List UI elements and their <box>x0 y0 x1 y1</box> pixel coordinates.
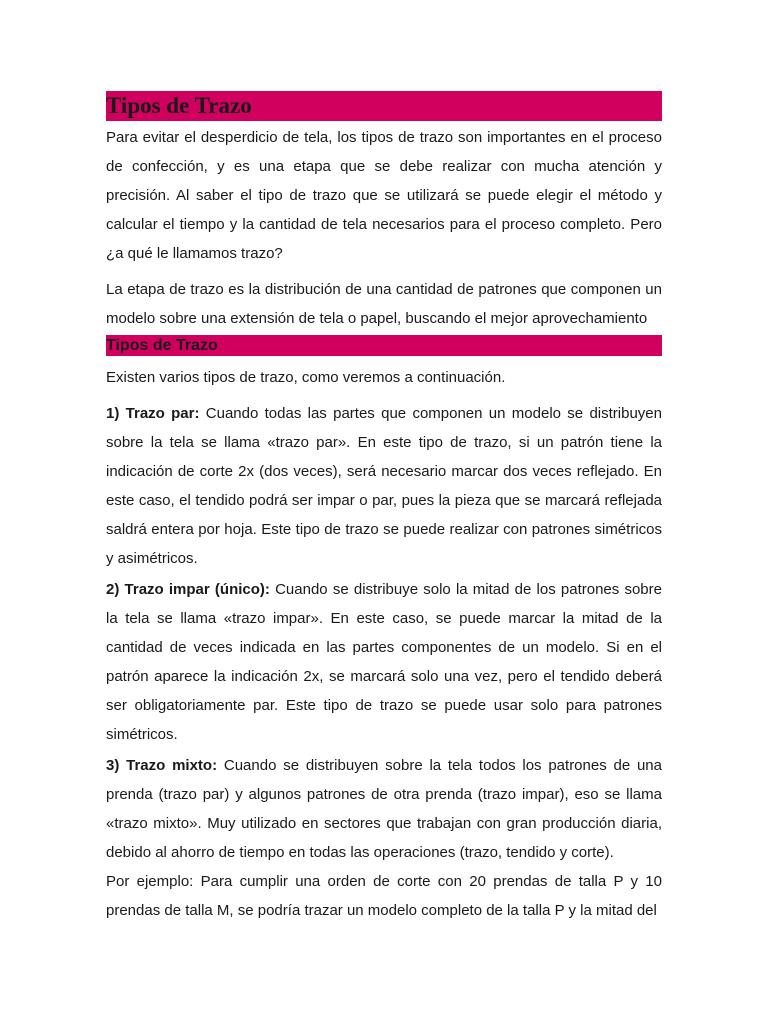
item-text: Cuando se distribuye solo la mitad de los patrones sobre la tela se llama «trazo impar». En este caso, se puede marcar la mitad de la cantidad de veces indicada en las partes componentes de un modelo. Si en el patrón aparece la indicación 2x, se marcará solo una vez, pero el tendido deberá ser obligatoriamente par. Este tipo de trazo se puede usar solo para patrones simétricos. <box>106 581 662 743</box>
item-lead: 3) Trazo mixto: <box>106 757 218 774</box>
intro-paragraph-1: Para evitar el desperdicio de tela, los tipos de trazo son importantes en el proceso de confección, y es una etapa que se debe realizar con mucha atención y precisión. Al saber el tipo de trazo que se utilizará se puede elegir el método y calcular el tiempo y la cantidad de tela necesarios para el proceso completo. Pero ¿a qué le llamamos trazo? <box>106 129 662 262</box>
section-intro: Existen varios tipos de trazo, como veremos a continuación. <box>106 369 506 386</box>
document-page <box>106 91 662 925</box>
example-paragraph: Por ejemplo: Para cumplir una orden de corte con 20 prendas de talla P y 10 prendas de talla M, se podría trazar un modelo completo de la talla P y la mitad del <box>106 873 662 919</box>
list-item-trazo-impar <box>106 575 662 749</box>
item-text: Cuando se distribuyen sobre la tela todos los patrones de una prenda (trazo par) y algunos patrones de otra prenda (trazo impar), eso se llama «trazo mixto». Muy utilizado en sectores que trabajan con gran producción diaria, debido al ahorro de tiempo en todas las operaciones (trazo, tendido y corte). <box>106 757 662 861</box>
section-heading: Tipos de Trazo <box>106 335 662 356</box>
list-item-trazo-par <box>106 399 662 573</box>
list-item-trazo-mixto <box>106 751 662 867</box>
item-text: Cuando todas las partes que componen un modelo se distribuyen sobre la tela se llama «trazo par». En este tipo de trazo, si un patrón tiene la indicación de corte 2x (dos veces), será necesario marcar dos veces reflejado. En este caso, el tendido podrá ser impar o par, pues la pieza que se marcará reflejada saldrá entera por hoja. Este tipo de trazo se puede realizar con patrones simétricos y asimétricos. <box>106 405 662 567</box>
page-title: Tipos de Trazo <box>106 91 662 121</box>
intro-paragraph-2: La etapa de trazo es la distribución de una cantidad de patrones que componen un modelo sobre una extensión de tela o papel, buscando el mejor aprovechamiento <box>106 281 662 327</box>
item-lead: 1) Trazo par: <box>106 405 200 422</box>
item-lead: 2) Trazo impar (único): <box>106 581 270 598</box>
